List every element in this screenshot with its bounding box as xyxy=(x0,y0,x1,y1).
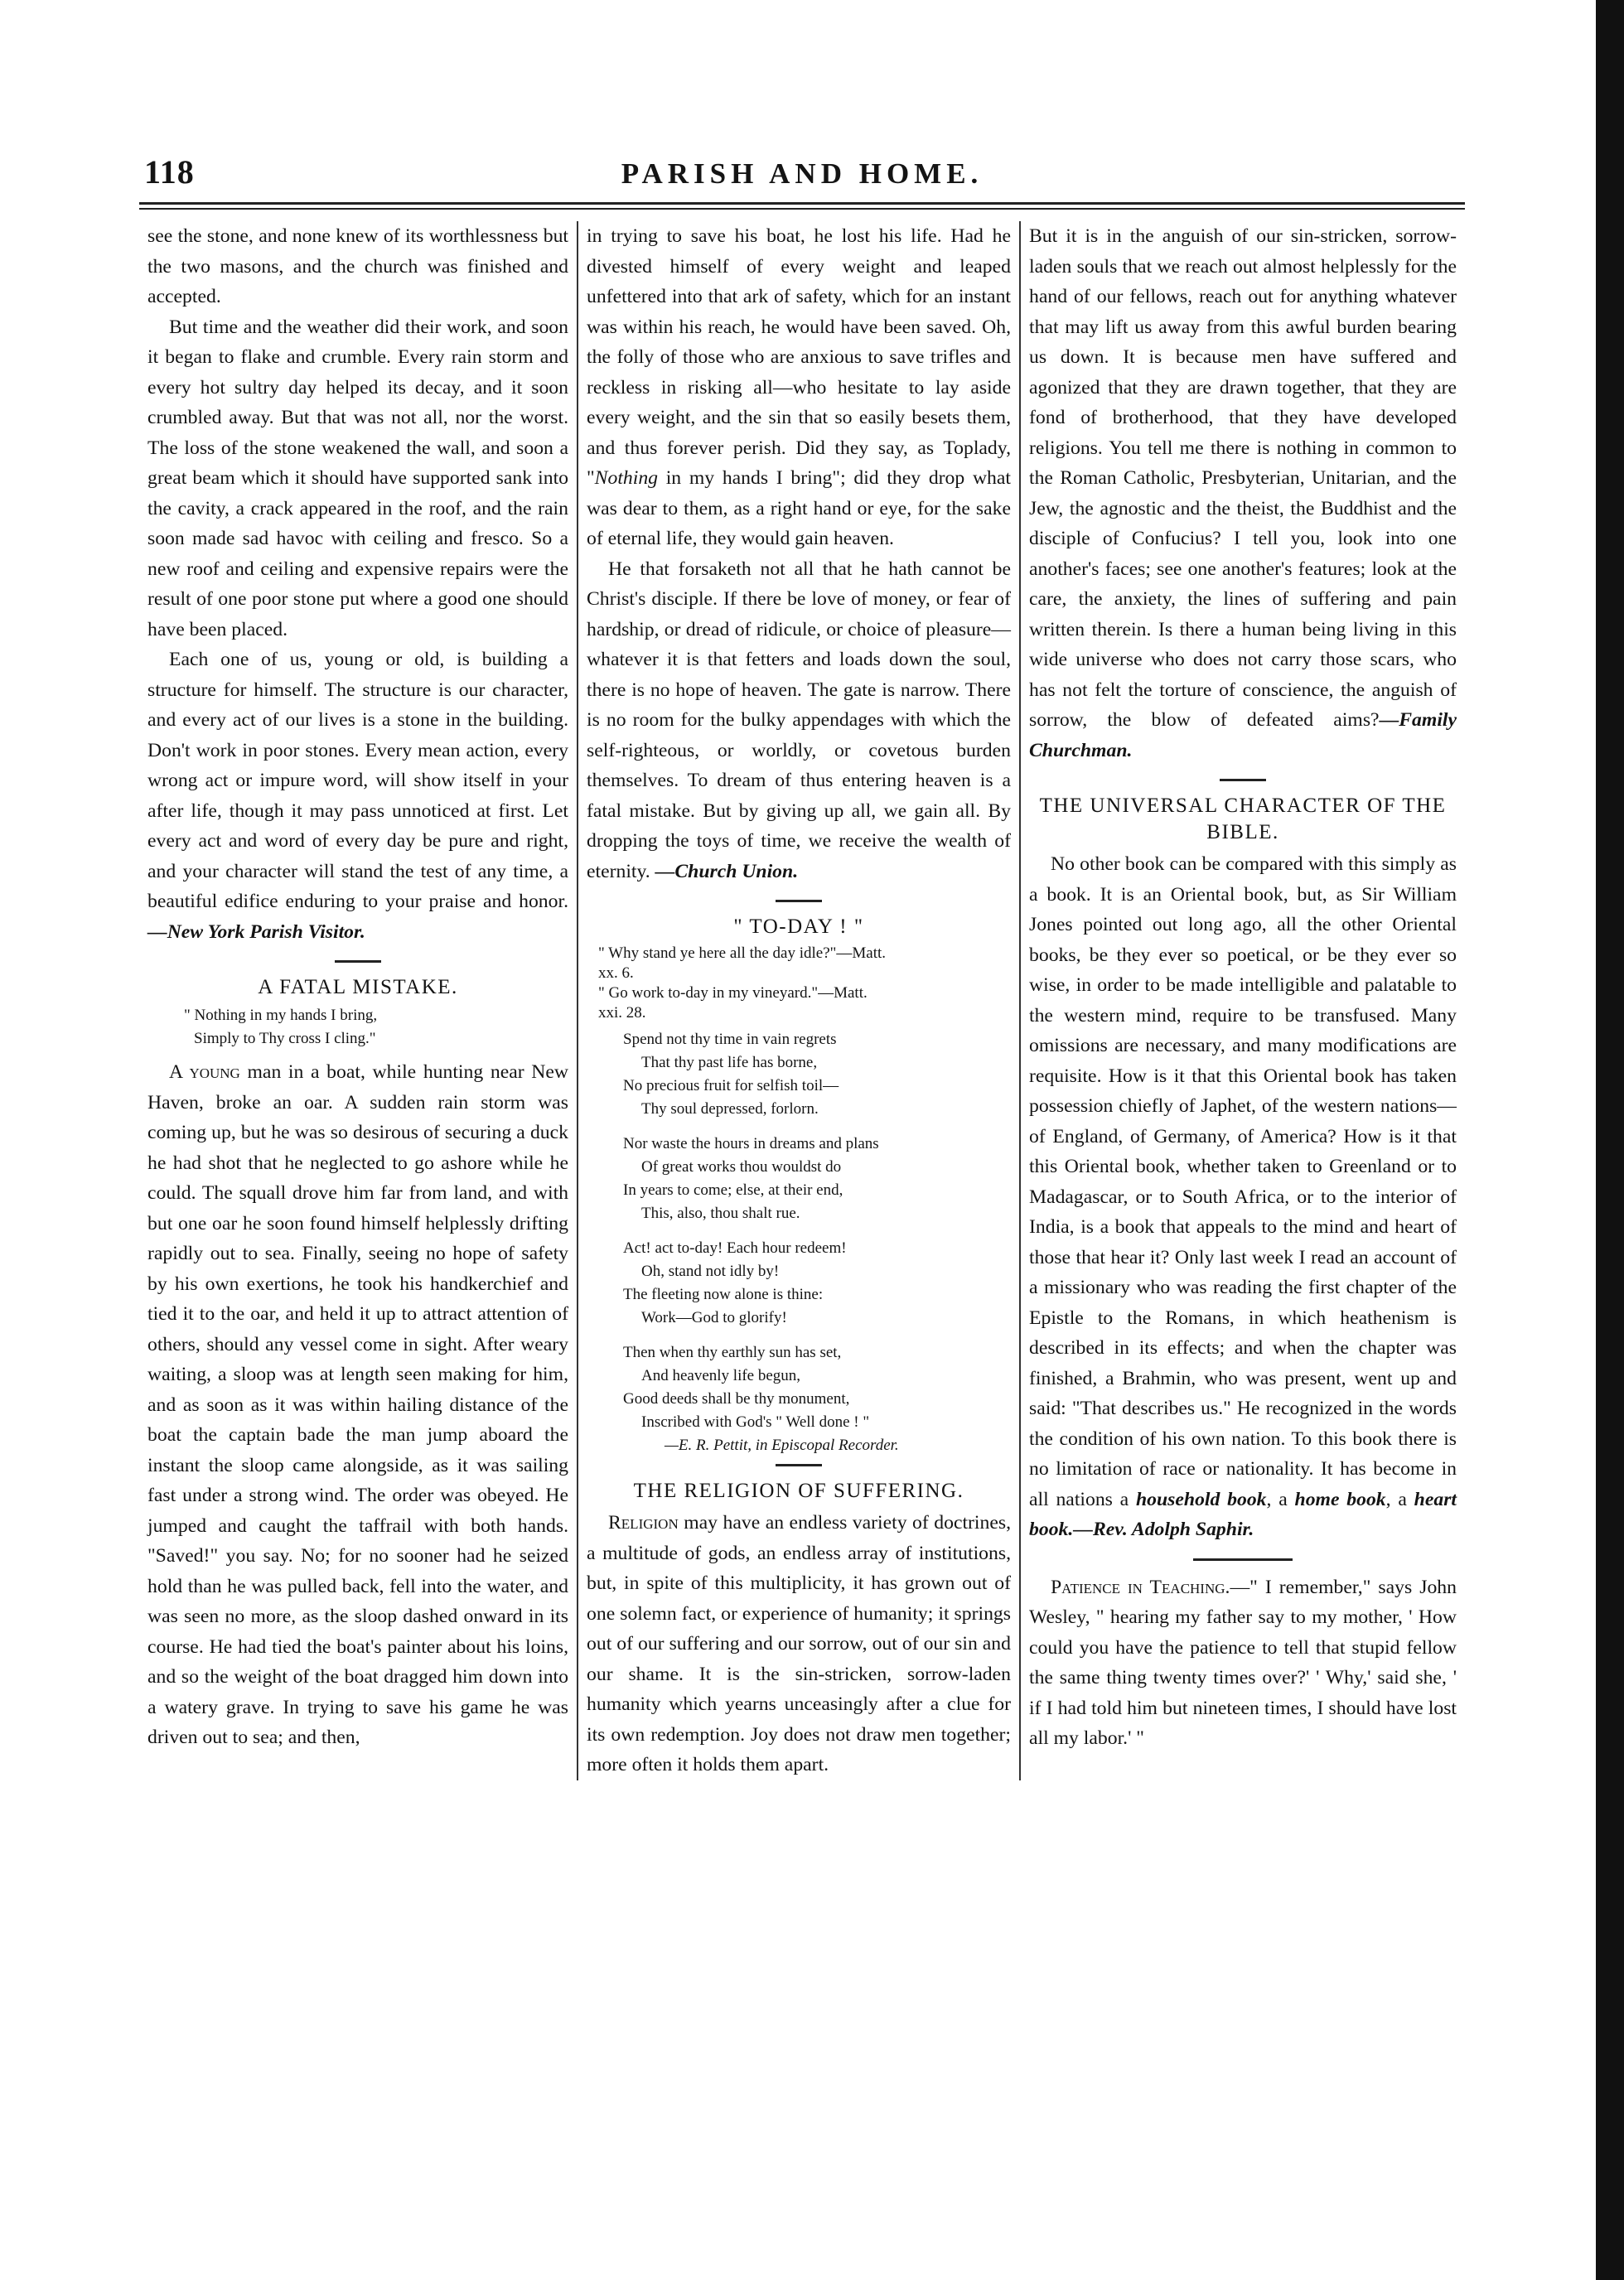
poem-line: The fleeting now alone is thine: xyxy=(623,1286,824,1303)
poem-line: In years to come; else, at their end, xyxy=(623,1181,843,1199)
paragraph-text: in trying to save his boat, he lost his life. Had he divested himself of every weight and leaped unfettered into that ark of safety, which for an instant was within his reach, he would have been saved. Oh, the folly of those who are anxious to save trifles and reckless in risking all—who hesitate to lay aside every weight, and the sin that so easily besets them, and thus forever perish. Did they say, as Toplady, " xyxy=(587,225,1011,489)
section-divider xyxy=(335,960,381,963)
motto xyxy=(587,944,1011,1023)
paragraph xyxy=(587,1508,1011,1780)
poem-line: Work—God to glorify! xyxy=(641,1309,787,1326)
paragraph-text: may have an endless variety of doctrines, a multitude of gods, an endless array of institutions, but, in spite of this multiplicity, it has grown out of one solemn fact, or experience of humanity; it springs out of our suffering and our sorrow, out of our sin and our shame. It is the sin-stricken, sorrow-laden humanity which yearns unceasingly after a clue for its own redemption. Joy does not draw men together; more often it holds them apart. xyxy=(587,1512,1012,1775)
epigraph xyxy=(147,1004,568,1051)
motto-line: xxi. 28. xyxy=(598,1004,646,1022)
article-title: A FATAL MISTAKE. xyxy=(258,976,458,998)
poem-stanza xyxy=(587,1028,1011,1121)
poem-line: This, also, thou shalt rue. xyxy=(641,1205,800,1222)
motto-line: " Why stand ye here all the day idle?"—Matt. xyxy=(598,944,887,962)
poem-stanza xyxy=(587,1237,1011,1330)
lead-in: Religion xyxy=(608,1512,679,1534)
paragraph-text: But it is in the anguish of our sin-stricken, sorrow-laden souls that we reach out almost helplessly for the hand of our fellows, reach out for anything whatever that may lift us away from this awful burden bearing us down. It is because men have suffered and agonized that they are drawn together, that they are fond of brotherhood, that they have developed religions. You tell me there is nothing in common to the Roman Catholic, Presbyterian, Unitarian, and the Jew, the agnostic and the theist, the Buddhist and the disciple of Confucius? I tell you, look into one another's faces; see one another's features; look at the care, the anxiety, the lines of suffering and pain written therein. Is there a human being living in this wide universe who does not carry those scars, who has not felt the torture of conscience, the anguish of sorrow, the blow of defeated aims? xyxy=(1029,225,1457,731)
poem-line: That thy past life has borne, xyxy=(641,1054,818,1071)
section-divider xyxy=(1193,1558,1293,1561)
paragraph-text: He that forsaketh not all that he hath cannot be Christ's disciple. If there be love of money, or fear of hardship, or dread of ridicule, or choice of pleasure—whatever it is that fetters and loads down the soul, there is no hope of heaven. The gate is narrow. There is no room for the bulky appendages with which the self-righteous, or worldly, or covetous burden themselves. To dream of thus entering heaven is a fatal mistake. But by giving up all, we gain all. By dropping the toys of time, we receive the wealth of eternity. xyxy=(587,558,1011,882)
emphasis: Nothing xyxy=(594,467,659,489)
paragraph-text: Each one of us, young or old, is building a structure for himself. The structure is our character, and every act of our lives is a stone in the building. Don't work in poor stones. Every mean action, every wrong act or impure word, will show itself in your after life, though it may pass unnoticed at first. Let every act and word of every day be pure and right, and your character will stand the test of any time, a beautiful edifice enduring to your praise and honor. xyxy=(147,649,568,912)
page xyxy=(139,149,1465,1780)
lead-in: A young xyxy=(169,1061,240,1083)
epigraph-line: Simply to Thy cross I cling." xyxy=(194,1030,376,1047)
paragraph-text: , a xyxy=(1266,1488,1295,1510)
paragraph xyxy=(147,1057,568,1753)
section-divider xyxy=(776,1464,822,1466)
poem-line: Oh, stand not idly by! xyxy=(641,1263,780,1280)
source-credit: —Family Churchman. xyxy=(1029,709,1457,761)
poem-line: Nor waste the hours in dreams and plans xyxy=(623,1135,879,1152)
poem-stanza xyxy=(587,1133,1011,1225)
emphasis: household book xyxy=(1135,1488,1267,1510)
poem-line: Thy soul depressed, forlorn. xyxy=(641,1100,819,1118)
poem-stanza xyxy=(587,1341,1011,1457)
epigraph-line: " Nothing in my hands I bring, xyxy=(184,1007,378,1024)
paragraph-text: man in a boat, while hunting near New Haven, broke an oar. A sudden rain storm was coming up, but he was so desirous of securing a duck he had shot that he neglected to go ashore while he could. The squall drove him far from land, and with but one oar he soon found himself helplessly drifting rapidly out to sea. Finally, seeing no hope of safety by his own exertions, he took his handkerchief and tied it to the oar, and held it up to attract attention of others, should any vessel come in sight. After weary waiting, a sloop was at length seen making for him, and as soon as it was within hailing distance of the boat the captain bade the man jump aboard the instant the sloop came alongside, as it was sailing fast under a strong wind. The order was obeyed. He jumped and caught the taffrail with both hands. "Saved!" you say. No; for no sooner had he seized hold than he was pulled back, fell into the water, and was seen no more, as the sloop dashed onward in its course. He had tied the boat's painter about his loins, and so the weight of the boat dragged him down into a watery grave. In trying to save his game he was driven out to sea; and then, xyxy=(147,1061,568,1748)
header-rule xyxy=(139,202,1465,205)
running-title: PARISH AND HOME. xyxy=(621,157,984,190)
paragraph xyxy=(1029,221,1457,766)
poem-line: Act! act to-day! Each hour redeem! xyxy=(623,1239,847,1257)
poem-line: And heavenly life begun, xyxy=(641,1367,801,1384)
section-divider xyxy=(1220,779,1266,781)
column-2 xyxy=(577,221,1021,1780)
poem-line: Of great works thou wouldst do xyxy=(641,1158,842,1176)
motto-line: " Go work to-day in my vineyard."—Matt. xyxy=(598,984,868,1002)
motto-line: xx. 6. xyxy=(598,964,634,982)
source-credit: —New York Parish Visitor. xyxy=(147,920,365,943)
paragraph-text: , a xyxy=(1385,1488,1414,1510)
paragraph xyxy=(587,554,1011,887)
page-header xyxy=(139,149,1465,196)
poem-line: Then when thy earthly sun has set, xyxy=(623,1344,842,1361)
paragraph xyxy=(1029,849,1457,1545)
paragraph-text: —" I remember," says John Wesley, " hearing my father say to my mother, ' How could you have the patience to tell that stupid fellow the same thing twenty times over?' ' Why,' said she, ' if I had told him but nineteen times, I should have lost all my labor.' " xyxy=(1029,1576,1457,1749)
poem-line: No precious fruit for selfish toil— xyxy=(623,1077,839,1094)
poem-title: " TO-DAY ! " xyxy=(733,915,864,938)
column-3 xyxy=(1021,221,1465,1780)
column-1 xyxy=(139,221,577,1780)
article-title: THE UNIVERSAL CHARACTER OF THE BIBLE. xyxy=(1039,795,1447,843)
paragraph: see the stone, and none knew of its worthlessness but the two masons, and the church was finished and accepted. xyxy=(147,225,568,307)
article-title: THE RELIGION OF SUFFERING. xyxy=(633,1480,964,1502)
paragraph-text: in my hands I bring"; did they drop what was dear to them, as a right hand or eye, for the sake of eternal life, they would gain heaven. xyxy=(587,467,1011,549)
paragraph xyxy=(147,645,568,947)
emphasis: home book xyxy=(1294,1488,1386,1510)
paragraph-text: No other book can be compared with this simply as a book. It is an Oriental book, but, as Sir William Jones pointed out long ago, all the other Oriental books, be they ever so poetical, or be they ever so wise, in order to be made intelligible and palatable to the western mind, require to be transfused. Many omissions are necessary, and many modifications are requisite. How is it that this Oriental book has taken possession chiefly of Japhet, of the western nations—of England, of Germany, of America? How is it that this Oriental book, whether taken to Greenland or to Madagascar, or to South Africa, or to the interior of India, is a book that appeals to the mind and heart of those that hear it? Only last week I read an account of a missionary who was reading the first chapter of the Epistle to the Romans, in which heathenism is described in its effects; and when the chapter was finished, a Brahmin, who was present, went up and said: "That describes us." He recognized in the words the condition of his own nation. To this book there is no limitation of race or nationality. It has become in all nations a xyxy=(1029,853,1457,1510)
poem-line: Inscribed with God's " Well done ! " xyxy=(641,1413,870,1431)
paragraph xyxy=(1029,1572,1457,1754)
section-divider xyxy=(776,900,822,902)
poem-line: Spend not thy time in vain regrets xyxy=(623,1031,837,1048)
paragraph: But time and the weather did their work, and soon it began to flake and crumble. Every rain storm and every hot sultry day helped its decay, and it soon crumbled away. But that was not all, nor the worst. The loss of the stone weakened the wall, and soon a great beam which it should have supported sank into the cavity, a crack appeared in the roof, and the rain soon made sad havoc with ceiling and fresco. So a new roof and ceiling and expensive repairs were the result of one poor stone put where a good one should have been placed. xyxy=(147,316,568,640)
lead-in: Patience in Teaching. xyxy=(1051,1576,1230,1598)
poem-line: Good deeds shall be thy monument, xyxy=(623,1390,850,1408)
columns xyxy=(139,221,1465,1780)
header-rule-thin xyxy=(139,208,1465,210)
paragraph xyxy=(587,221,1011,554)
source-credit: .—Rev. Adolph Saphir. xyxy=(1068,1519,1254,1540)
poem-credit: —E. R. Pettit, in Episcopal Recorder. xyxy=(665,1437,899,1454)
page-number: 118 xyxy=(144,153,195,191)
source-credit: —Church Union. xyxy=(655,860,799,882)
emphasis: heart book xyxy=(1029,1488,1457,1540)
scan-edge xyxy=(1596,0,1624,2280)
